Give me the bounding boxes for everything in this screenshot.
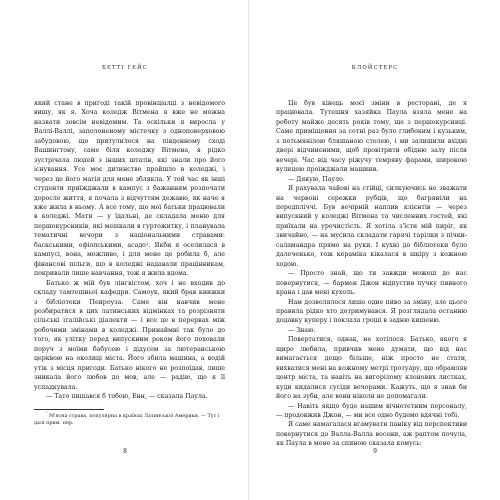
footnote xyxy=(34,413,225,427)
paragraph: Нам дозволялося лише одне пиво за зміну, але цього правила рідко хто дотримувався. Я розглядала останню додавку куперу і поклала гроші в задню кишеню. xyxy=(276,298,467,325)
paragraph: Я рахувала чайові на стійці, силкуючись не зважати на червоні сережки рубців, що багряніли на передпліччі. Був вечірній наплив клієнтів — через випускний у коледжі Вітмена та численних гостей, які приїхали на урочистість. Я хотіла з'їсти мій пиріг, як звичайно, — на мусила складати гарячі тарілки з пічки-саламандра прямо на руки. І кухні до бібліотеки було далеченько, тож кераміка кікалася в шкіру з кожною ходою. xyxy=(276,185,467,268)
footnote-text: М'ясна страва, популярна в країнах Латинської Америки. — Тут і далі прим. пер. xyxy=(34,413,220,427)
right-page xyxy=(250,0,500,500)
paragraph: — Знаю. xyxy=(288,326,316,334)
paragraph: Це був кінець моєї зміни в ресторані, де я працювала. Тутешня хазяйка Паула взяла мене на роботу майже десять років тому, ще з першокурсниці. Саме приміщення за сотні раз було глибоким і кузьким, з потьмянілою бляшаною стелею, і ми залишили вхідні двері відчиненими, щоб провітрити обідню залу після вечері. Час від часу ріжучу темряву фарами, широкою вулицею проїжджали машини. xyxy=(276,100,467,174)
paragraph: який стане в пригоді такій провінціалці з невідомого вишу, як я. Хоча коледж Вітмена я вже не можна назвати зовсім невідомим. Та оскільки я виросла у Валлі-Валлі, заполоненому містечку з одноповерховою забудовою, що притулилося на південному сході Вашингтону, саме біля коледжу Вітмена, я рідко зустрічала людей з інших штатів, які знали про його існування. Усе моє дитинство пройшло в коледжі, і через це його магія для мене зблякла. У той час як інші студенти приїжджали в кампус з бажанням розпочати доросле життя, я почала з відчуттям дежавю, як наче я вже жила в ньому. А все тому, що мої батьки працювали в коледжі. Мати — у їдальні, де складала меню для першокурсників, які мешкали в гуртожитку, і планувала тематичні вечори з національними стравами: баскськими, ефіопськими, асадо¹. Якби я оселилася в кампусі, вона, можливо, і для мене це робила б, але фінансові пільги, що в коледжі надавали працівникам, покривали лише навчання, тож я жила вдома. xyxy=(34,100,225,278)
paragraph: — Навіть якщо буде нашим вічнотетним персоналу, — продовжив Джон, — ми все одно будемо вдячні тобі. xyxy=(276,402,467,419)
paragraph: Повертатися, однак, не хотілося. Батько, якого я щиро любила, привчив мене думати, що від нас вимагається дещо більше, ніж просто не стати, вихватися мені на кожному метрі тротуару, що обрамляв центр міста, та навіть на вигорілому кленових листках, куди кидалися сусіди вечорами. Кажуть, що я знав би його на зуби, але вони ніколи не допомагали. xyxy=(276,336,467,401)
page-number-left: 8 xyxy=(123,448,127,455)
left-page-body xyxy=(34,99,225,402)
right-page-body xyxy=(276,99,467,449)
footnote-rule xyxy=(34,409,104,410)
paragraph: — Тато пишався б тобою, Енн, — сказала Паула. xyxy=(46,393,208,401)
running-head-author: БЕТТІ ГЕЙС xyxy=(102,65,148,71)
running-head-title: КЛОЙСТЕРС xyxy=(351,65,399,71)
paragraph: Батько ж мій був лінгвістом, хоч і не входив до складу тамтешньої кафедри. Самоук, який брав книжки з бібліотеки Пенроуза. Саме він навчив мене розбиратися в цих латинських відмінках та розрізняти сільські італійські діалекти — і все це в перервах між робочими змінами в коледжі. Принаймні так було до того, як улітку перед випускним роком його поховали поруч з моїми бабусею і дідусем за лютеранською церквою на околиці міста. Його збила машина, а водій утік з місця пригоди. Батько нікого не розпоїдав, лише зникала його любов до мов, але — радію, що я її успадкувала. xyxy=(34,279,225,391)
paragraph: — Просто знай, що ти завжди можеш до нас повернутися, — бармен Джон відпустив пучку пивного крана і дав мені кухоль. xyxy=(276,270,467,297)
paragraph: Я саме намагалася вгамувати паніку від перспективи повернутися до Валла-Валла восени, аж раптом почула, як Паула в мене за спиною сказала комусь: xyxy=(276,421,467,448)
footnote-mark: ¹ xyxy=(46,411,48,416)
paragraph: — Дякую, Пауло. xyxy=(288,175,345,183)
page-number-right: 9 xyxy=(373,448,377,455)
